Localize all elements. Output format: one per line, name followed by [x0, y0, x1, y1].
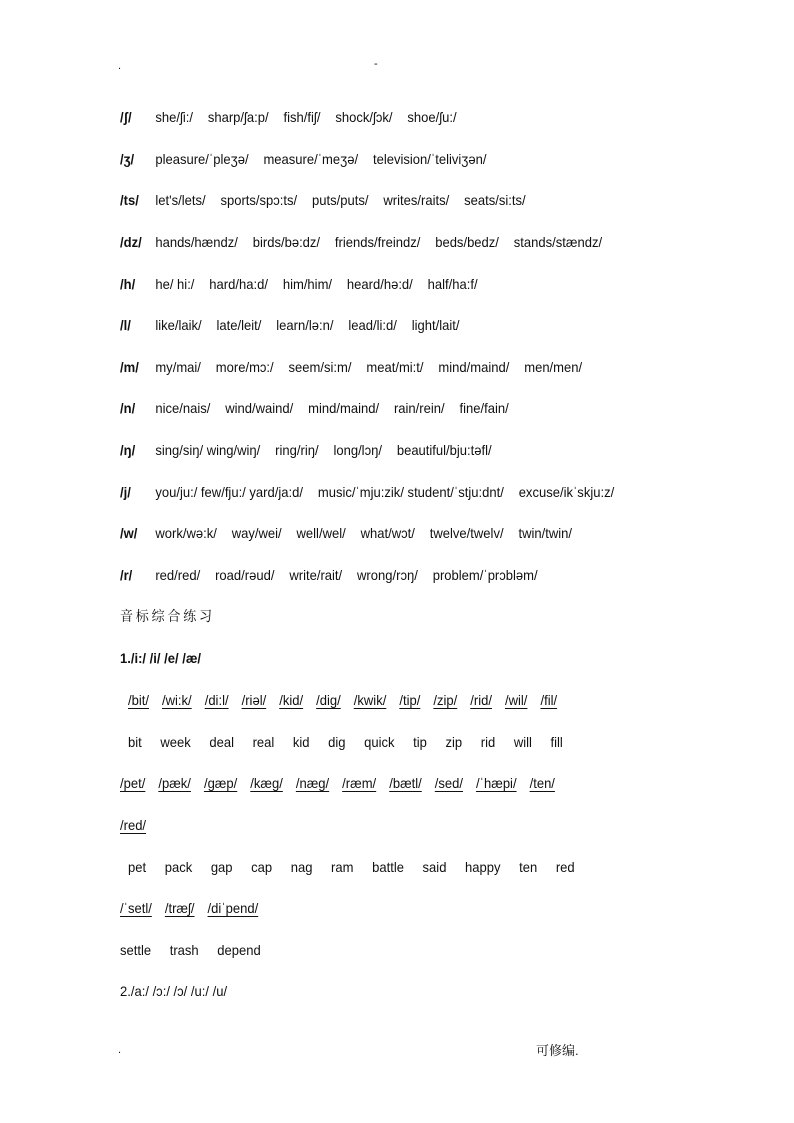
- phoneme-symbol: /ʃ/: [120, 109, 132, 125]
- example-word: long/lɔŋ/: [333, 442, 382, 458]
- example-word: let's/lets/: [155, 192, 206, 208]
- example-word: half/ha:f/: [427, 276, 478, 292]
- example-word: television/ˈteliviʒən/: [372, 151, 487, 167]
- example-word: write/rait/: [289, 567, 343, 583]
- words-row-2: [128, 858, 723, 876]
- ipa-transcription: /kæg/: [250, 775, 283, 791]
- example-word: lead/li:d/: [348, 317, 397, 333]
- ipa-transcription: /gæp/: [203, 775, 238, 791]
- ipa-transcription: /wil/: [504, 692, 528, 708]
- example-word: you/ju:/ few/fju:/ yard/ja:d/: [155, 484, 303, 500]
- example-word: stands/stændz/: [513, 234, 603, 250]
- example-word: writes/raits/: [383, 192, 450, 208]
- phoneme-row: [120, 358, 715, 376]
- example-word: beds/bedz/: [435, 234, 499, 250]
- practice-word: kid: [292, 734, 310, 750]
- example-word: shock/ʃɔk/: [335, 109, 393, 125]
- ipa-transcription: /pæk/: [158, 775, 191, 791]
- phoneme-row: [120, 233, 715, 251]
- example-word: fish/fiʃ/: [283, 109, 321, 125]
- ipa-row-1: [128, 691, 723, 709]
- words-row-3: [120, 941, 715, 959]
- phoneme-symbol: /j/: [120, 484, 131, 500]
- phoneme-row: [120, 483, 715, 501]
- example-word: work/wə:k/: [155, 525, 217, 541]
- footer-text: 可修编.: [536, 1043, 579, 1058]
- example-word: road/rəud/: [215, 567, 275, 583]
- phoneme-row: [120, 524, 715, 542]
- example-word: beautiful/bju:təfl/: [396, 442, 492, 458]
- example-word: mind/maind/: [438, 359, 510, 375]
- ipa-transcription: /sed/: [434, 775, 464, 791]
- practice-word: battle: [372, 859, 404, 875]
- practice-word: trash: [169, 942, 199, 958]
- example-word: music/ˈmju:zik/ student/ˈstju:dnt/: [317, 484, 504, 500]
- example-word: measure/ˈmeʒə/: [263, 151, 359, 167]
- phoneme-symbol: /ʒ/: [120, 151, 135, 167]
- example-word: hands/hændz/: [155, 234, 238, 250]
- practice-word: fill: [550, 734, 563, 750]
- phoneme-row: [120, 566, 715, 584]
- example-word: my/mai/: [155, 359, 201, 375]
- example-word: late/leit/: [216, 317, 262, 333]
- phoneme-symbol: /n/: [120, 400, 136, 416]
- example-word: she/ʃi:/: [155, 109, 193, 125]
- example-word: twelve/twelv/: [429, 525, 504, 541]
- ipa-transcription: /ˈsetl/: [120, 900, 152, 916]
- phoneme-symbol: /m/: [120, 359, 139, 375]
- phoneme-row: [120, 191, 715, 209]
- practice-word: said: [422, 859, 447, 875]
- example-word: problem/ˈprɔbləm/: [432, 567, 538, 583]
- example-word: meat/mi:t/: [366, 359, 424, 375]
- phoneme-row: [120, 275, 715, 293]
- ipa-row-3: [120, 899, 715, 917]
- example-word: learn/lə:n/: [276, 317, 334, 333]
- example-word: hard/ha:d/: [209, 276, 268, 292]
- phoneme-symbol: /ts/: [120, 192, 139, 208]
- ipa-transcription: /rid/: [470, 692, 492, 708]
- ipa-transcription: /næg/: [295, 775, 330, 791]
- example-word: more/mɔ:/: [215, 359, 274, 375]
- practice-word: week: [160, 734, 191, 750]
- phoneme-symbol: /h/: [120, 276, 136, 292]
- example-word: ring/riŋ/: [275, 442, 319, 458]
- example-word: friends/freindz/: [334, 234, 421, 250]
- footer-dot: .: [118, 1044, 122, 1056]
- example-word: like/laik/: [155, 317, 202, 333]
- ipa-transcription: /di:l/: [204, 692, 229, 708]
- ipa-transcription: /fil/: [540, 692, 558, 708]
- ipa-transcription: /red/: [120, 817, 147, 833]
- phoneme-row: [120, 150, 715, 168]
- section-title: 音标综合练习: [120, 608, 215, 624]
- example-word: him/him/: [282, 276, 333, 292]
- ipa-transcription: /kwik/: [353, 692, 387, 708]
- example-word: sing/siŋ/ wing/wiŋ/: [155, 442, 261, 458]
- phoneme-symbol: /w/: [120, 525, 138, 541]
- practice-word: zip: [445, 734, 463, 750]
- ipa-transcription: /tip/: [399, 692, 421, 708]
- example-word: red/red/: [155, 567, 201, 583]
- example-word: nice/nais/: [155, 400, 211, 416]
- phoneme-row: [120, 399, 715, 417]
- practice-word: gap: [210, 859, 233, 875]
- example-word: men/men/: [524, 359, 583, 375]
- practice-word: nag: [290, 859, 313, 875]
- practice-word: happy: [465, 859, 501, 875]
- phoneme-row: [120, 441, 715, 459]
- example-word: he/ hi:/: [155, 276, 195, 292]
- practice-word: will: [513, 734, 532, 750]
- example-word: fine/fain/: [459, 400, 509, 416]
- example-word: sports/spɔ:ts/: [220, 192, 298, 208]
- practice-word: bit: [128, 734, 142, 750]
- practice-word: red: [555, 859, 575, 875]
- example-word: wrong/rɔŋ/: [357, 567, 418, 583]
- ipa-transcription: /dig/: [316, 692, 341, 708]
- phoneme-symbol: /l/: [120, 317, 131, 333]
- practice-word: rid: [480, 734, 496, 750]
- example-word: mind/maind/: [308, 400, 380, 416]
- practice-word: dig: [328, 734, 346, 750]
- phoneme-row: [120, 316, 715, 334]
- header-dash: -: [374, 58, 378, 70]
- practice-word: ten: [519, 859, 538, 875]
- ipa-row-2: [120, 774, 715, 792]
- practice-word: tip: [413, 734, 427, 750]
- example-word: well/wel/: [296, 525, 346, 541]
- example-word: birds/bə:dz/: [252, 234, 321, 250]
- example-word: what/wɔt/: [360, 525, 415, 541]
- example-word: excuse/ikˈskju:z/: [518, 484, 615, 500]
- example-word: wind/waind/: [225, 400, 294, 416]
- ipa-transcription: /wi:k/: [162, 692, 192, 708]
- ipa-transcription: /pet/: [120, 775, 146, 791]
- ipa-transcription: /riəl/: [241, 692, 267, 708]
- ipa-transcription: /ˈhæpi/: [476, 775, 517, 791]
- words-row-1: [128, 733, 723, 751]
- example-word: shoe/ʃu:/: [407, 109, 457, 125]
- example-word: sharp/ʃa:p/: [207, 109, 269, 125]
- practice-word: depend: [217, 942, 261, 958]
- exercise2-heading: 2./a:/ /ɔ:/ /ɔ/ /u:/ /u/: [120, 983, 228, 999]
- header-dot: .: [118, 60, 122, 72]
- example-word: seats/si:ts/: [464, 192, 526, 208]
- ipa-transcription: /zip/: [433, 692, 458, 708]
- example-word: seem/si:m/: [288, 359, 352, 375]
- practice-word: pet: [128, 859, 147, 875]
- example-word: pleasure/ˈpleʒə/: [155, 151, 249, 167]
- example-word: heard/hə:d/: [346, 276, 413, 292]
- practice-word: ram: [331, 859, 354, 875]
- example-word: twin/twin/: [518, 525, 572, 541]
- ipa-transcription: /ten/: [529, 775, 555, 791]
- practice-word: quick: [364, 734, 395, 750]
- phoneme-symbol: /ŋ/: [120, 442, 136, 458]
- ipa-transcription: /kid/: [279, 692, 304, 708]
- practice-word: real: [252, 734, 275, 750]
- exercise1-heading: 1./i:/ /i/ /e/ /æ/: [120, 650, 202, 666]
- ipa-transcription: /træʃ/: [164, 900, 195, 916]
- practice-word: pack: [164, 859, 193, 875]
- practice-word: settle: [120, 942, 152, 958]
- ipa-row-2-continued: [120, 816, 715, 834]
- phoneme-row: [120, 108, 715, 126]
- practice-word: cap: [251, 859, 273, 875]
- example-word: rain/rein/: [393, 400, 445, 416]
- ipa-transcription: /diˈpend/: [207, 900, 259, 916]
- ipa-transcription: /ræm/: [342, 775, 377, 791]
- example-word: way/wei/: [231, 525, 282, 541]
- ipa-transcription: /bit/: [128, 692, 149, 708]
- phoneme-symbol: /r/: [120, 567, 133, 583]
- example-word: light/lait/: [411, 317, 460, 333]
- practice-word: deal: [209, 734, 234, 750]
- ipa-transcription: /bætl/: [389, 775, 422, 791]
- phoneme-symbol: /dz/: [120, 234, 142, 250]
- example-word: puts/puts/: [312, 192, 369, 208]
